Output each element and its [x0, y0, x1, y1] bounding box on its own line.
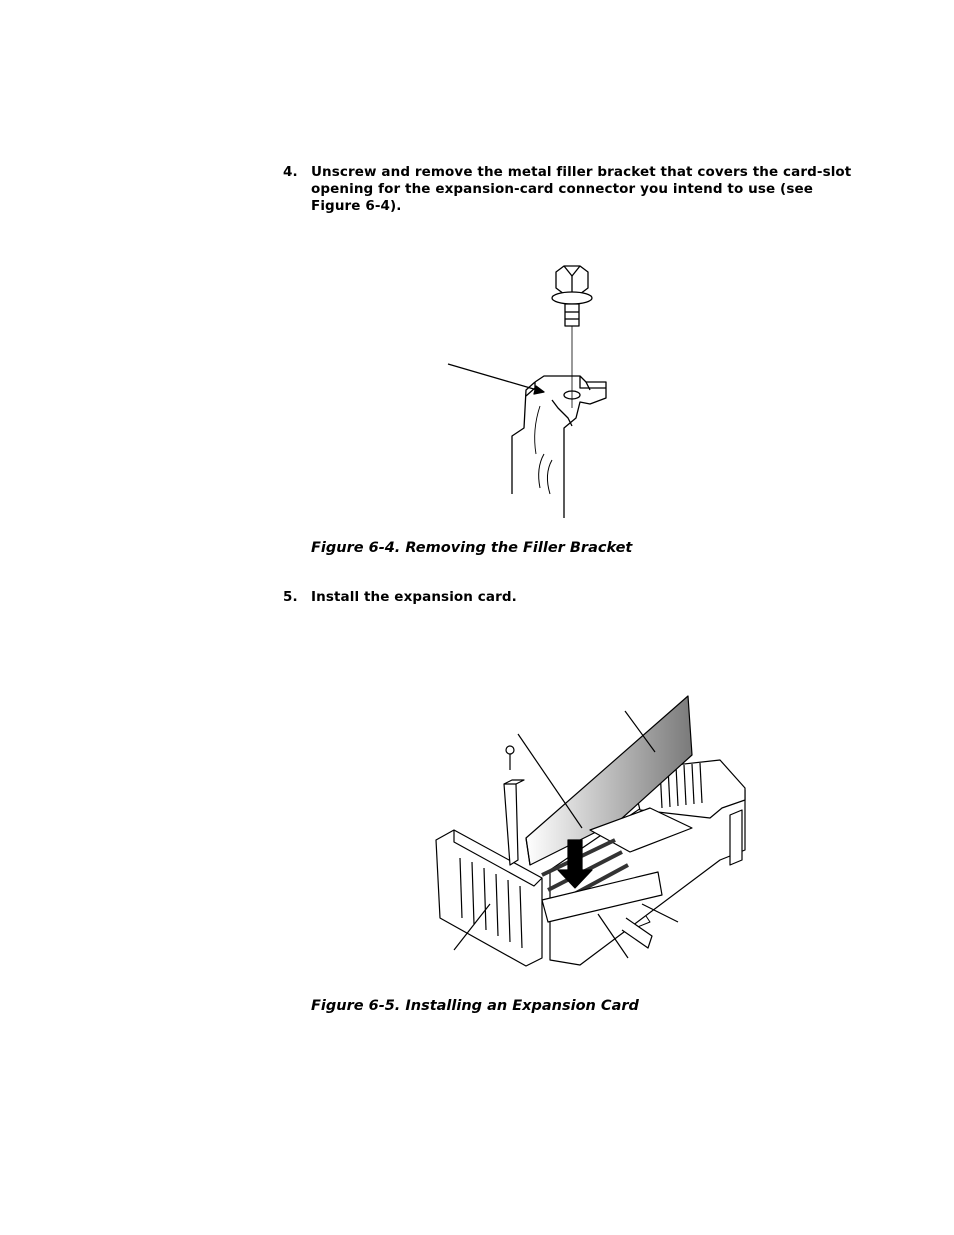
step-number: 5.: [283, 589, 298, 605]
callout-leader: [448, 364, 544, 392]
figure-caption: Figure 6-5. Installing an Expansion Card: [311, 998, 639, 1014]
filler-bracket-icon: [504, 780, 524, 865]
step-5: [283, 589, 683, 607]
step-text-line: Install the expansion card.: [311, 589, 517, 605]
back-panel-icon: [436, 830, 542, 966]
expansion-card-illustration: [430, 690, 750, 970]
screw-icon: [506, 746, 514, 770]
step-text-line: opening for the expansion-card connector you intend to use (see: [311, 181, 813, 197]
step-text-line: Unscrew and remove the metal filler bracket that covers the card-slot: [311, 164, 852, 180]
screw-icon: [552, 266, 592, 408]
filler-bracket-illustration: [440, 258, 630, 528]
step-text-line: Figure 6-4).: [311, 198, 402, 214]
step-number: 4.: [283, 164, 298, 180]
step-4: [283, 164, 852, 218]
callout-leader: [518, 734, 582, 828]
figure-caption: Figure 6-4. Removing the Filler Bracket: [311, 540, 633, 556]
filler-bracket-icon: [512, 376, 606, 518]
